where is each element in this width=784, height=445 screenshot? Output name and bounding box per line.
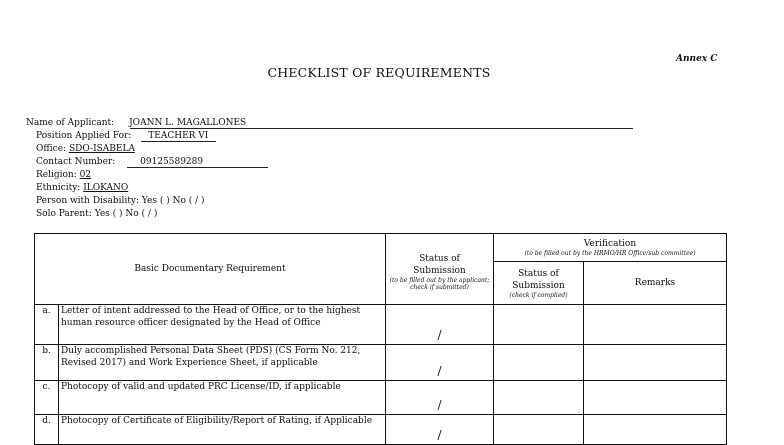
ethnicity-value: ILOKANO <box>83 183 129 193</box>
row-ver-status <box>494 381 584 415</box>
row-requirement: Photocopy of Certificate of Eligibility/Report of Rating, if Applicable <box>59 415 386 445</box>
row-requirement: Letter of intent addressed to the Head of Office, or to the highest human resource officer designated by the Head of Office <box>59 305 386 345</box>
contact-value: 09125589289 <box>140 157 204 167</box>
header-ver-status-note: (check if complied) <box>509 291 568 299</box>
row-remarks <box>584 345 727 381</box>
row-ver-status <box>494 415 584 445</box>
office-row <box>36 143 135 156</box>
office-label: Office: <box>36 144 67 154</box>
header-ver-status-label: Status of Submission <box>512 268 565 291</box>
name-label: Name of Applicant: <box>26 118 115 128</box>
requirements-table <box>34 233 727 445</box>
row-requirement: Duly accomplished Personal Data Sheet (PDS) (CS Form No. 212, Revised 2017) and Work Experience Sheet, if applicable <box>59 345 386 381</box>
table-row <box>35 345 727 381</box>
name-value: JOANN L. MAGALLONES <box>129 118 247 128</box>
header-verification <box>494 234 727 262</box>
header-status-label: Status of Submission <box>413 253 466 276</box>
header-requirement: Basic Documentary Requirement <box>35 234 386 305</box>
header-status-note: (to be filled out by the applicant; check if submitted) <box>389 276 490 291</box>
header-ver-status <box>494 262 584 305</box>
position-value: TEACHER VI <box>148 131 209 141</box>
row-remarks <box>584 415 727 445</box>
ethnicity-label: Ethnicity: <box>36 183 81 193</box>
position-underline <box>141 141 216 142</box>
row-status-mark: / <box>386 381 494 415</box>
office-value: SDO-ISABELA <box>68 144 135 154</box>
page-title: CHECKLIST OF REQUIREMENTS <box>267 65 491 80</box>
header-status <box>386 234 494 305</box>
row-letter: d. <box>35 415 59 445</box>
row-requirement: Photocopy of valid and updated PRC License/ID, if applicable <box>59 381 386 415</box>
row-ver-status <box>494 345 584 381</box>
row-remarks <box>584 305 727 345</box>
header-verification-note: (to be filled out by the HRMO/HR Office/sub committee) <box>524 249 696 257</box>
name-underline <box>130 128 633 129</box>
religion-value: 02 <box>79 170 92 180</box>
annex-label: Annex C <box>676 54 718 64</box>
religion-label: Religion: <box>36 170 77 180</box>
header-remarks: Remarks <box>584 262 727 305</box>
table-row <box>35 415 727 445</box>
row-letter: b. <box>35 345 59 381</box>
row-letter: a. <box>35 305 59 345</box>
row-ver-status <box>494 305 584 345</box>
row-status-mark: / <box>386 305 494 345</box>
position-label: Position Applied For: <box>36 131 132 141</box>
table-row <box>35 381 727 415</box>
row-letter: c. <box>35 381 59 415</box>
row-status-mark: / <box>386 345 494 381</box>
solo-parent-row: Solo Parent: Yes ( ) No ( / ) <box>36 209 158 219</box>
ethnicity-row <box>36 182 128 195</box>
contact-label: Contact Number: <box>36 157 116 167</box>
pwd-row: Person with Disability: Yes ( ) No ( / ) <box>36 196 205 206</box>
row-status-mark: / <box>386 415 494 445</box>
table-row <box>35 305 727 345</box>
religion-row <box>36 169 91 182</box>
row-remarks <box>584 381 727 415</box>
contact-underline <box>127 167 268 168</box>
header-verification-label: Verification <box>583 238 637 249</box>
